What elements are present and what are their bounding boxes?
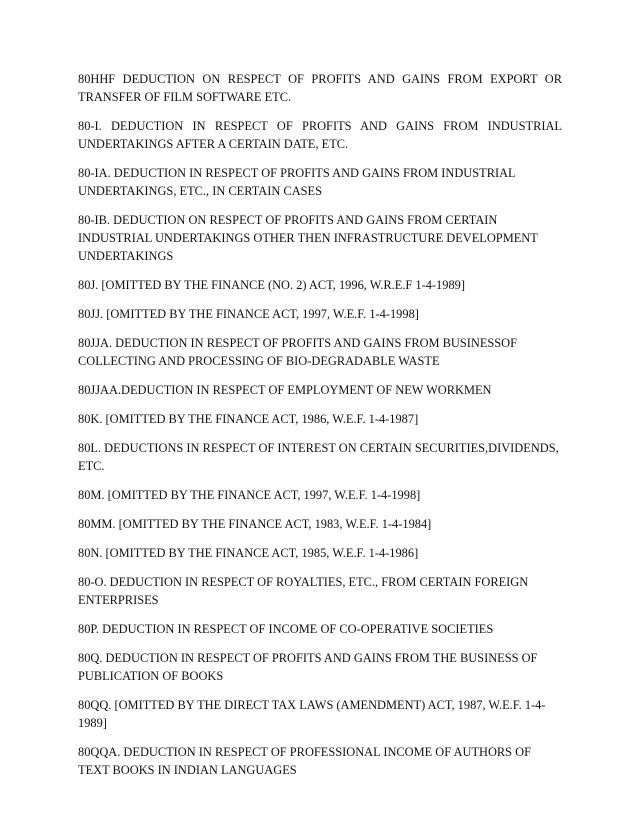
section-entry: 80K. [OMITTED BY THE FINANCE ACT, 1986, W.E.F. 1-4-1987]: [78, 412, 419, 426]
section-entry: 80HHF DEDUCTION ON RESPECT OF PROFITS AND GAINS FROM EXPORT OR TRANSFER OF FILM SOFTWARE ETC.: [78, 72, 562, 104]
section-entry: 80JJAA.DEDUCTION IN RESPECT OF EMPLOYMENT OF NEW WORKMEN: [78, 383, 492, 397]
section-entry: 80L. DEDUCTIONS IN RESPECT OF INTEREST ON CERTAIN SECURITIES,DIVIDENDS, ETC.: [78, 441, 559, 473]
section-entry: 80-IA. DEDUCTION IN RESPECT OF PROFITS AND GAINS FROM INDUSTRIAL UNDERTAKINGS, ETC., IN CERTAIN CASES: [78, 166, 516, 198]
section-entry: 80N. [OMITTED BY THE FINANCE ACT, 1985, W.E.F. 1-4-1986]: [78, 546, 419, 560]
section-entry: 80-O. DEDUCTION IN RESPECT OF ROYALTIES, ETC., FROM CERTAIN FOREIGN ENTERPRISES: [78, 575, 529, 607]
section-entry: 80JJ. [OMITTED BY THE FINANCE ACT, 1997, W.E.F. 1-4-1998]: [78, 307, 419, 321]
section-entry: 80-IB. DEDUCTION ON RESPECT OF PROFITS AND GAINS FROM CERTAIN INDUSTRIAL UNDERTAKINGS OTHER THEN INFRASTRUCTURE DEVELOPMENT UNDERTAKINGS: [78, 213, 538, 263]
section-entry: 80P. DEDUCTION IN RESPECT OF INCOME OF CO-OPERATIVE SOCIETIES: [78, 622, 494, 636]
section-entry: 80QQA. DEDUCTION IN RESPECT OF PROFESSIONAL INCOME OF AUTHORS OF TEXT BOOKS IN INDIAN LANGUAGES: [78, 745, 531, 777]
section-entry: 80MM. [OMITTED BY THE FINANCE ACT, 1983, W.E.F. 1-4-1984]: [78, 517, 432, 531]
section-entry: 80JJA. DEDUCTION IN RESPECT OF PROFITS AND GAINS FROM BUSINESSOF COLLECTING AND PROCESSING OF BIO-DEGRADABLE WASTE: [78, 336, 518, 368]
section-list: [78, 70, 562, 790]
section-entry: 80M. [OMITTED BY THE FINANCE ACT, 1997, W.E.F. 1-4-1998]: [78, 488, 421, 502]
section-entry: 80J. [OMITTED BY THE FINANCE (NO. 2) ACT, 1996, W.R.E.F 1-4-1989]: [78, 278, 465, 292]
section-entry: 80QQ. [OMITTED BY THE DIRECT TAX LAWS (AMENDMENT) ACT, 1987, W.E.F. 1-4-1989]: [78, 698, 546, 730]
section-entry: 80-I. DEDUCTION IN RESPECT OF PROFITS AND GAINS FROM INDUSTRIAL UNDERTAKINGS AFTER A CERTAIN DATE, ETC.: [78, 119, 562, 151]
section-entry: 80Q. DEDUCTION IN RESPECT OF PROFITS AND GAINS FROM THE BUSINESS OF PUBLICATION OF BOOKS: [78, 651, 538, 683]
